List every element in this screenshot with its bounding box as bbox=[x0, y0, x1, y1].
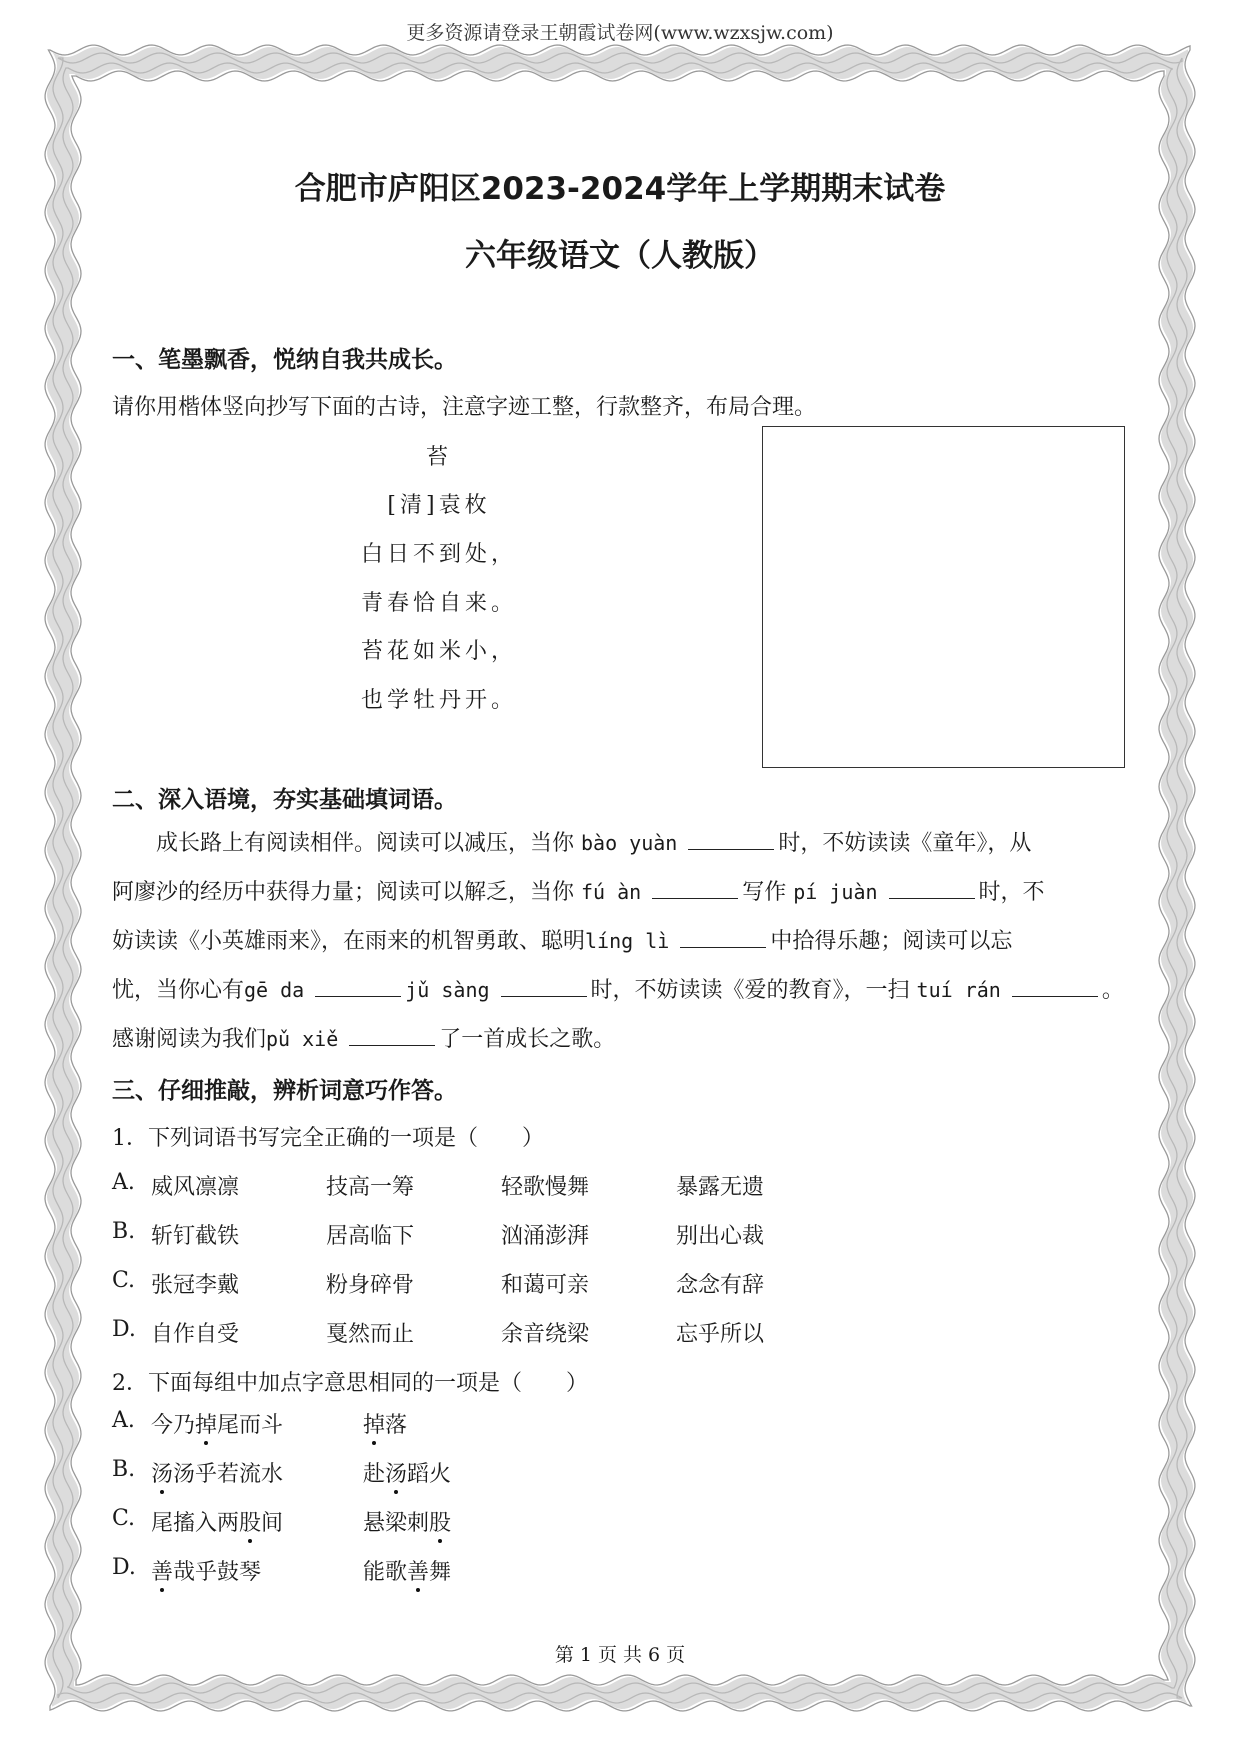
paragraph-text: 中拾得乐趣；阅读可以忘 bbox=[770, 929, 1013, 954]
poem-title: 苔 bbox=[425, 445, 452, 470]
page-subtitle: 六年级语文（人教版） bbox=[465, 238, 775, 274]
paragraph-text: 阿廖沙的经历中获得力量；阅读可以解乏，当你 bbox=[112, 880, 575, 905]
section2-heading: 二、深入语境，夯实基础填词语。 bbox=[112, 787, 457, 813]
option-word: 念念有辞 bbox=[676, 1273, 765, 1298]
answer-blank[interactable] bbox=[1012, 978, 1098, 997]
option-label[interactable]: C. bbox=[112, 1268, 136, 1293]
dotted-char: 掉 bbox=[195, 1408, 217, 1439]
phrase-text: 间 bbox=[261, 1511, 284, 1536]
paragraph-text: 感谢阅读为我们 bbox=[112, 1027, 267, 1052]
question-2-stem: 2．下面每组中加点字意思相同的一项是（ ） bbox=[112, 1371, 588, 1396]
copy-writing-box[interactable] bbox=[762, 426, 1125, 768]
dotted-char: 善 bbox=[151, 1555, 173, 1586]
dotted-char: 汤 bbox=[151, 1457, 173, 1488]
option-word: 汹涌澎湃 bbox=[501, 1224, 590, 1249]
option-word: 别出心裁 bbox=[676, 1224, 765, 1249]
poem-line: 也学牡丹开。 bbox=[360, 688, 517, 713]
pinyin-prompt: pǔ xiě bbox=[266, 1027, 339, 1051]
phrase-text: 悬梁刺 bbox=[363, 1511, 430, 1536]
option-label[interactable]: B. bbox=[112, 1219, 136, 1244]
option-word: 威风凛凛 bbox=[151, 1175, 240, 1200]
section1-instruction: 请你用楷体竖向抄写下面的古诗，注意字迹工整，行款整齐，布局合理。 bbox=[112, 395, 817, 420]
pinyin-prompt: pí juàn bbox=[793, 880, 878, 904]
option-phrase-b bbox=[363, 1506, 451, 1537]
page-number: 第 1 页 共 6 页 bbox=[554, 1644, 686, 1666]
dotted-char: 掉 bbox=[363, 1408, 385, 1439]
pinyin-prompt: fú àn bbox=[581, 880, 642, 904]
answer-blank[interactable] bbox=[501, 978, 587, 997]
dotted-char: 汤 bbox=[385, 1457, 407, 1488]
answer-blank[interactable] bbox=[652, 880, 738, 899]
poem-author: [清]袁枚 bbox=[387, 493, 491, 518]
poem-line: 青春恰自来。 bbox=[360, 591, 517, 616]
option-word: 和蔼可亲 bbox=[501, 1273, 590, 1298]
answer-blank[interactable] bbox=[315, 978, 401, 997]
section3-heading: 三、仔细推敲，辨析词意巧作答。 bbox=[112, 1078, 457, 1104]
phrase-text: 今乃 bbox=[151, 1413, 196, 1438]
option-word: 自作自受 bbox=[151, 1322, 240, 1347]
option-word: 轻歌慢舞 bbox=[501, 1175, 590, 1200]
option-label[interactable]: C. bbox=[112, 1506, 136, 1531]
paragraph-text: 写作 bbox=[742, 880, 787, 905]
answer-blank[interactable] bbox=[680, 929, 766, 948]
option-phrase-a bbox=[151, 1457, 283, 1488]
paragraph-text: 了一首成长之歌。 bbox=[439, 1027, 616, 1052]
section1-heading: 一、笔墨飘香，悦纳自我共成长。 bbox=[112, 347, 457, 373]
answer-blank[interactable] bbox=[349, 1027, 435, 1046]
header-note: 更多资源请登录王朝霞试卷网(www.wzxsjw.com) bbox=[406, 22, 834, 44]
option-word: 斩钉截铁 bbox=[151, 1224, 240, 1249]
phrase-text: 赴 bbox=[363, 1462, 386, 1487]
paragraph-text: 。 bbox=[1101, 978, 1124, 1003]
phrase-text: 尾而斗 bbox=[217, 1413, 284, 1438]
option-label[interactable]: A. bbox=[112, 1170, 135, 1195]
option-phrase-a bbox=[151, 1408, 283, 1439]
pinyin-prompt: líng lì bbox=[585, 929, 670, 953]
paragraph-text: 成长路上有阅读相伴。阅读可以减压，当你 bbox=[156, 831, 575, 856]
dotted-char: 善 bbox=[407, 1555, 429, 1586]
pinyin-prompt: tuí rán bbox=[916, 978, 1001, 1002]
option-word: 技高一筹 bbox=[326, 1175, 415, 1200]
option-word: 余音绕梁 bbox=[501, 1322, 590, 1347]
option-word: 张冠李戴 bbox=[151, 1273, 240, 1298]
option-label[interactable]: D. bbox=[112, 1317, 136, 1342]
option-label[interactable]: A. bbox=[112, 1408, 135, 1433]
option-phrase-a bbox=[151, 1555, 261, 1586]
option-phrase-b bbox=[363, 1457, 451, 1488]
phrase-text: 能歌 bbox=[363, 1560, 408, 1585]
option-label[interactable]: D. bbox=[112, 1555, 136, 1580]
option-word: 戛然而止 bbox=[326, 1322, 415, 1347]
option-word: 居高临下 bbox=[326, 1224, 415, 1249]
answer-blank[interactable] bbox=[688, 831, 774, 850]
pinyin-prompt: jǔ sàng bbox=[405, 978, 490, 1002]
question-1-stem: 1．下列词语书写完全正确的一项是（ ） bbox=[112, 1126, 544, 1151]
page-title: 合肥市庐阳区2023-2024学年上学期期末试卷 bbox=[294, 171, 946, 207]
paragraph-text: 时，不 bbox=[978, 880, 1045, 905]
option-phrase-a bbox=[151, 1506, 283, 1537]
paragraph-text: 时，不妨读读《童年》，从 bbox=[778, 831, 1032, 856]
phrase-text: 汤乎若流水 bbox=[173, 1462, 284, 1487]
phrase-text: 哉乎鼓琴 bbox=[173, 1560, 262, 1585]
option-phrase-b bbox=[363, 1408, 407, 1439]
option-word: 粉身碎骨 bbox=[326, 1273, 415, 1298]
option-phrase-b bbox=[363, 1555, 451, 1586]
paragraph-text: 妨读读《小英雄雨来》，在雨来的机智勇敢、聪明 bbox=[112, 929, 586, 954]
dotted-char: 股 bbox=[239, 1506, 261, 1537]
pinyin-prompt: gē da bbox=[244, 978, 305, 1002]
phrase-text: 尾搐入两 bbox=[151, 1511, 240, 1536]
option-word: 暴露无遗 bbox=[676, 1175, 765, 1200]
dotted-char: 股 bbox=[429, 1506, 451, 1537]
phrase-text: 舞 bbox=[429, 1560, 452, 1585]
poem-line: 苔花如米小， bbox=[360, 639, 517, 664]
answer-blank[interactable] bbox=[889, 880, 975, 899]
phrase-text: 落 bbox=[385, 1413, 408, 1438]
paragraph-text: 忧，当你心有 bbox=[112, 978, 245, 1003]
phrase-text: 蹈火 bbox=[407, 1462, 452, 1487]
option-label[interactable]: B. bbox=[112, 1457, 136, 1482]
option-word: 忘乎所以 bbox=[676, 1322, 765, 1347]
paragraph-text: 时，不妨读读《爱的教育》，一扫 bbox=[590, 978, 910, 1003]
fill-in-paragraph bbox=[112, 819, 1128, 1064]
pinyin-prompt: bào yuàn bbox=[581, 831, 678, 855]
poem-line: 白日不到处， bbox=[360, 542, 517, 567]
